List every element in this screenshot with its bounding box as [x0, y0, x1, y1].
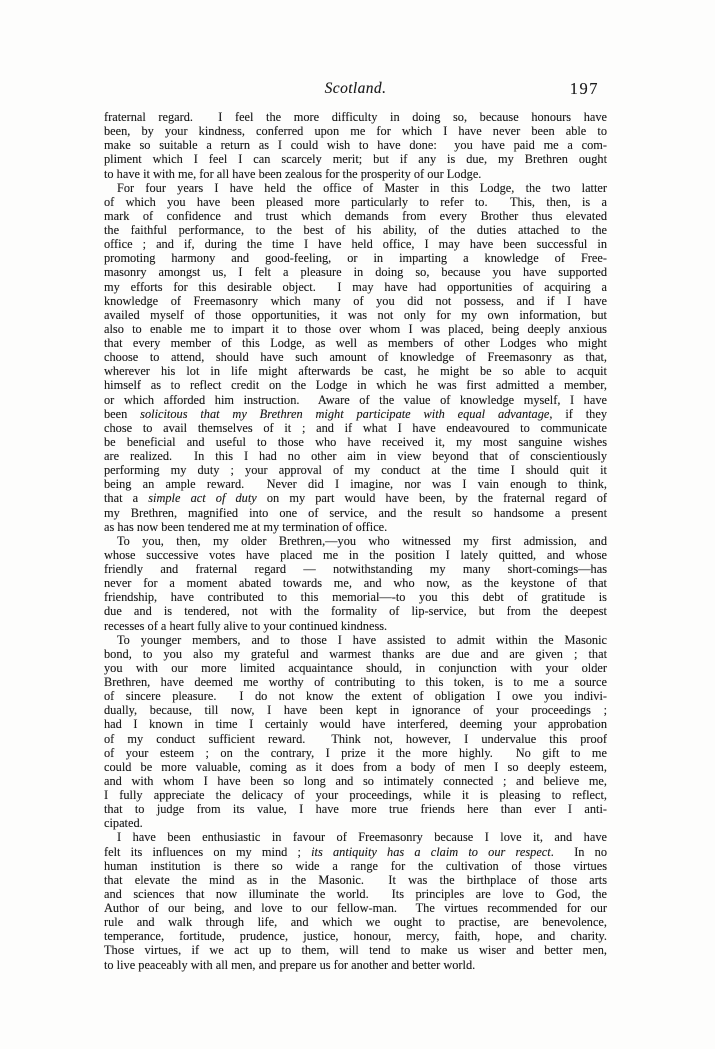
text-line: being an ample reward. Never did I imagine, nor was I vain enough to think, — [104, 477, 607, 492]
text-line: never for a moment abated towards me, and who now, as the keystone of that — [104, 576, 607, 591]
text-line: to have it with me, for all have been zealous for the prosperity of our Lodge. — [104, 166, 482, 181]
text-line: I have been enthusiastic in favour of Freemasonry because I love it, and have — [117, 830, 607, 845]
text-line: been solicitous that my Brethren might participate with equal advantage, if they — [104, 406, 607, 421]
text-line: had I known in time I certainly would have interfered, deeming your approbation — [104, 717, 607, 732]
text-line: I fully appreciate the delicacy of your proceedings, while it is pleasing to reflect, — [104, 788, 607, 802]
text-line: make so suitable a return as I could wish to have done: you have paid me a com- — [104, 138, 607, 153]
text-line: performing my duty ; your approval of my conduct at the time I should quit it — [104, 463, 607, 478]
text-line: Those virtues, if we act up to them, will tend to make us wiser and better men, — [104, 943, 607, 958]
text-line: promoting harmony and good-feeling, or in imparting a knowledge of Free- — [104, 251, 607, 266]
page-number: 197 — [569, 79, 599, 98]
text-line: friendship, have contributed to this memorial—-to you this debt of gratitude is — [104, 590, 607, 605]
text-line: fraternal regard. I feel the more difficulty in doing so, because honours have — [104, 110, 607, 124]
text-line: or which afforded him instruction. Aware of the value of knowledge myself, I have — [104, 392, 607, 407]
text-line: that elevate the mind as in the Masonic. It was the birthplace of those arts — [104, 872, 607, 887]
text-line: due and is tendered, not with the formality of lip-service, but from the deepest — [104, 604, 607, 619]
text-line: Author of our being, and love to our fellow-man. The virtues recommended for our — [104, 901, 607, 915]
text-line: been, by your kindness, conferred upon me for which I have never been able to — [104, 124, 607, 139]
running-title: Scotland. — [324, 80, 387, 97]
text-line: you with our more limited acquaintance should, in conjunction with your older — [104, 660, 607, 675]
text-line: of your esteem ; on the contrary, I prize it the more highly. No gift to me — [104, 745, 607, 760]
text-line: office ; and if, during the time I have held office, I may have been successful in — [104, 237, 607, 252]
text-line: To you, then, my older Brethren,—you who witnessed my first admission, and — [117, 533, 607, 548]
text-line: whose successive votes have placed me in the position I lately quitted, and whose — [104, 547, 607, 562]
text-line: and with whom I have been so long and so intimately connected ; and believe me, — [104, 773, 607, 788]
text-line: of which you have been pleased more particularly to refer to. This, then, is a — [104, 194, 607, 209]
text-line: To younger members, and to those I have assisted to admit within the Masonic — [117, 632, 607, 647]
text-line: cipated. — [104, 816, 143, 831]
text-line: of my conduct sufficient reward. Think not, however, I undervalue this proof — [104, 731, 607, 746]
page-body-text — [104, 110, 607, 972]
text-line: be beneficial and useful to those who have received it, my most sanguine wishes — [104, 434, 607, 449]
text-line: felt its influences on my mind ; its antiquity has a claim to our respect. In no — [104, 844, 608, 859]
text-line: are realized. In this I had no other aim in view beyond that of conscientiously — [104, 449, 607, 463]
text-line: of sincere pleasure. I do not know the extent of obligation I owe you indivi- — [104, 689, 607, 704]
text-line: mark of confidence and trust which demands from every Brother thus elevated — [104, 208, 607, 223]
text-line: wherever his lot in life might afterwards be cast, he might be so able to acquit — [104, 364, 607, 379]
text-line: masonry amongst us, I felt a pleasure in doing so, because you have supported — [104, 265, 607, 280]
text-line: dually, because, till now, I have been kept in ignorance of your proceedings ; — [104, 703, 607, 718]
text-line: pliment which I feel I can scarcely merit; but if any is due, my Brethren ought — [104, 152, 607, 167]
text-line: availed myself of those opportunities, it was not only for my own information, but — [104, 307, 607, 322]
text-line: that a simple act of duty on my part would have been, by the fraternal regard of — [104, 491, 607, 506]
text-line: himself as to reflect credit on the Lodge in which he was first admitted a member, — [104, 378, 607, 393]
text-line: rule and walk through life, and which we ought to practise, are benevolence, — [104, 915, 607, 930]
text-line: my efforts for this desirable object. I may have had opportunities of acquiring a — [104, 279, 607, 294]
text-line: friendly and fraternal regard — notwithstanding my many short-comings—has — [104, 562, 607, 576]
text-line: that to judge from its value, I have more true friends here than ever I anti- — [104, 802, 607, 817]
text-line: recesses of a heart fully alive to your continued kindness. — [104, 618, 388, 633]
text-line: knowledge of Freemasonry which many of you did not possess, and if I have — [104, 293, 607, 308]
text-line: could be more valuable, coming as it does from a body of men I so deeply esteem, — [104, 759, 607, 774]
text-line: that every member of this Lodge, as well as members of other Lodges who might — [104, 336, 607, 350]
text-line: Brethren, have deemed me worthy of contributing to this token, is to me a source — [104, 675, 607, 689]
text-line: and sciences that now illuminate the world. Its principles are love to God, the — [104, 886, 607, 901]
text-line: my Brethren, magnified into one of service, and the result so handsome a present — [104, 505, 607, 520]
text-line: to live peaceably with all men, and prepare us for another and better world. — [104, 957, 476, 972]
text-line: also to enable me to impart it to those over whom I was placed, being deeply anxious — [104, 321, 607, 336]
text-line: bond, to you also my grateful and warmest thanks are due and are given ; that — [104, 646, 607, 661]
text-line: the faithful performance, to the best of his ability, of the duties attached to the — [104, 223, 607, 237]
text-line: temperance, fortitude, prudence, justice, honour, mercy, faith, hope, and charity. — [104, 929, 607, 944]
text-line: choose to attend, should have such amount of knowledge of Freemasonry as that, — [104, 350, 607, 365]
page-header — [104, 80, 607, 100]
text-line: human institution is there so wide a range for the cultivation of those virtues — [104, 858, 607, 873]
text-line: as has now been tendered me at my termination of office. — [104, 519, 388, 534]
text-line: chose to avail themselves of it ; and if what I have endeavoured to communicate — [104, 420, 607, 435]
text-line: For four years I have held the office of Master in this Lodge, the two latter — [117, 180, 607, 195]
